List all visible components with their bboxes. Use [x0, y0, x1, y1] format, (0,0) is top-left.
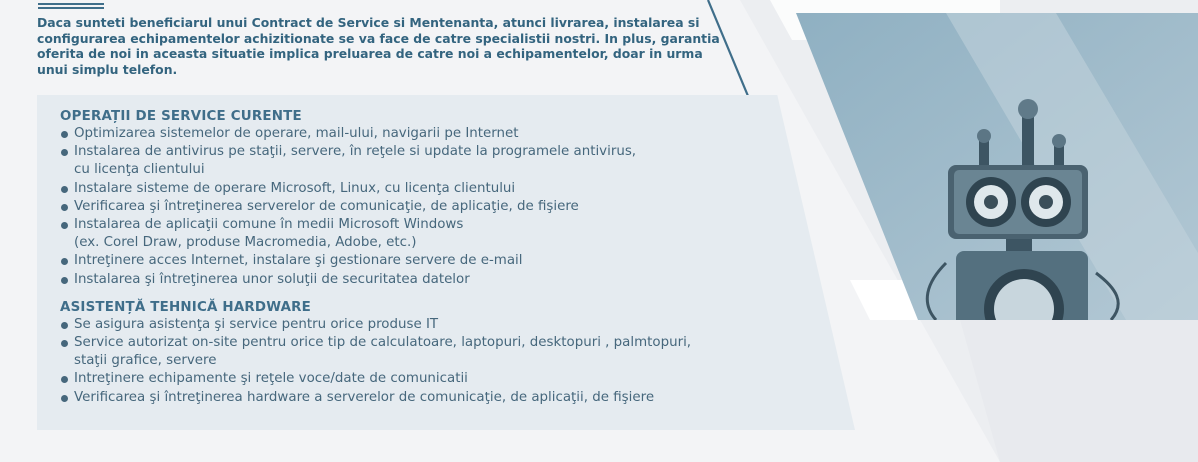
- section-title: OPERAȚII DE SERVICE CURENTE: [60, 109, 302, 124]
- list-item: Instalarea de antivirus pe staţii, servere, în reţele si update la programele antivirus, cu licenţa clientului: [60, 143, 820, 179]
- section-service-operations: [60, 109, 820, 289]
- list-item: Verificarea şi întreţinerea serverelor de comunicaţie, de aplicaţie, de fişiere: [60, 198, 820, 216]
- decorative-underline: [38, 3, 104, 9]
- section-hardware-support: [60, 300, 820, 407]
- list-item: Instalarea şi întreţinerea unor soluţii de securitatea datelor: [60, 271, 820, 289]
- list-item: Instalarea de aplicaţii comune în medii Microsoft Windows (ex. Corel Draw, produse Macromedia, Adobe, etc.): [60, 216, 820, 252]
- hardware-list: [60, 316, 820, 407]
- list-item: Verificarea şi întreţinerea hardware a serverelor de comunicaţie, de aplicaţii, de fişiere: [60, 389, 820, 407]
- list-item: Service autorizat on-site pentru orice tip de calculatoare, laptopuri, desktopuri , palmtopuri, staţii grafice, servere: [60, 334, 820, 370]
- list-item: Intreţinere acces Internet, instalare şi gestionare servere de e-mail: [60, 252, 820, 270]
- services-content: [60, 109, 820, 407]
- list-item: Intreţinere echipamente şi reţele voce/date de comunicatii: [60, 370, 820, 388]
- list-item: Se asigura asistenţa şi service pentru orice produse IT: [60, 316, 820, 334]
- intro-paragraph: Daca sunteti beneficiarul unui Contract de Service si Mentenanta, atunci livrarea, instalarea si configurarea echipamentelor achizitionate se va face de catre specialistii nostri. In plus, garantia oferita de noi in aceasta situatie implica preluarea de catre noi a echipamentelor, doar in urma unui simplu telefon.: [37, 15, 720, 77]
- list-item: Optimizarea sistemelor de operare, mail-ului, navigarii pe Internet: [60, 125, 820, 143]
- list-item: Instalare sisteme de operare Microsoft, Linux, cu licenţa clientului: [60, 180, 820, 198]
- robot-photo: [796, 13, 1198, 320]
- section-title: ASISTENȚĂ TEHNICĂ HARDWARE: [60, 299, 311, 315]
- service-list: [60, 125, 820, 289]
